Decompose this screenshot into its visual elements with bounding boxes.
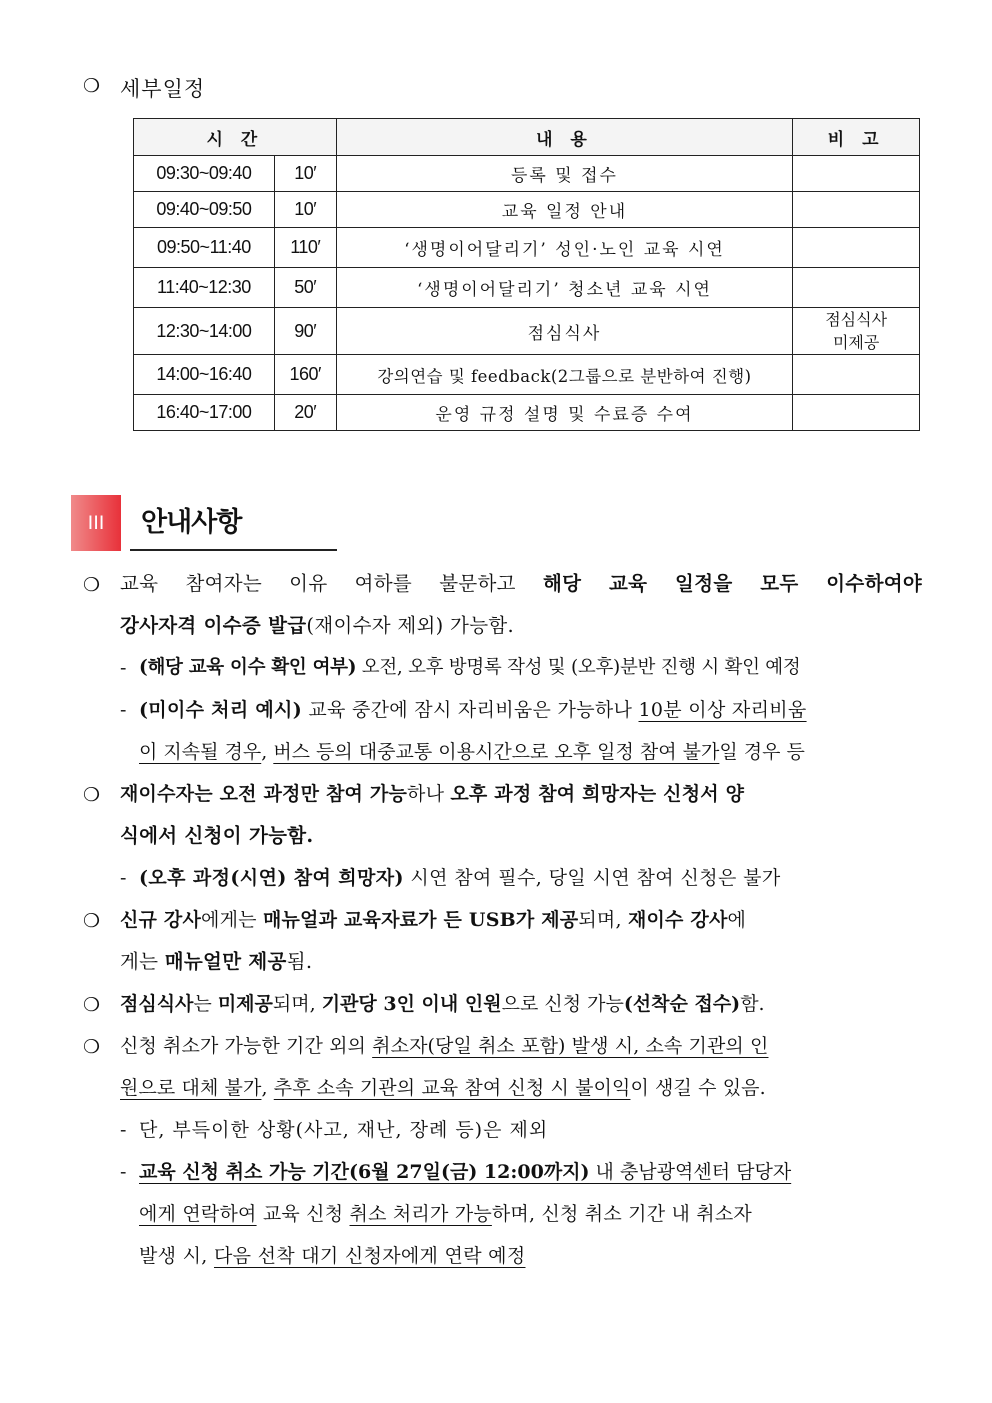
- note-5-line-2: [120, 1067, 766, 1109]
- table-row: [134, 355, 920, 395]
- bullet-icon: ❍: [83, 75, 101, 97]
- section-number-badge: III: [71, 495, 121, 551]
- underlined-text: 취소자(당일 취소 포함) 발생 시, 소속 기관의 인: [372, 1035, 769, 1057]
- text: 됨.: [286, 950, 313, 973]
- text: 하나: [407, 783, 451, 805]
- emphasis: 해당 교육 일정을 모두 이수하여야: [542, 572, 922, 595]
- emphasis: 매뉴얼과 교육자료가 든 USB가 제공: [262, 909, 579, 931]
- emphasis: 신규 강사: [120, 909, 202, 931]
- content-cell: ‘생명이어달리기’ 성인·노인 교육 시연: [336, 228, 793, 268]
- text: 으로 신청 가능: [501, 993, 624, 1015]
- table-row: [134, 308, 920, 355]
- dash-marker: -: [120, 867, 127, 889]
- bullet-icon: ❍: [83, 910, 101, 932]
- table-row: [134, 268, 920, 308]
- emphasis: 오후 과정 참여 희망자는 신청서 양: [450, 783, 745, 805]
- text: (재이수자 제외) 가능함.: [306, 614, 514, 637]
- time-cell: 09:30~09:40: [134, 156, 275, 192]
- schedule-table: [133, 118, 920, 431]
- emphasis: (해당 교육 이수 확인 여부): [139, 657, 357, 678]
- dash-marker: -: [120, 699, 127, 721]
- text: 교육 중간에 잠시 자리비움은 가능하나: [302, 699, 639, 721]
- table-header-row: [134, 119, 920, 156]
- underlined-text: 추후 소속 기관의 교육 참여 신청 시 불이익: [273, 1077, 631, 1099]
- text: 단, 부득이한 상황(사고, 재난, 장례 등)은 제외: [139, 1119, 549, 1141]
- emphasis: 기관당 3인 이내 인원: [321, 993, 502, 1015]
- underlined-text: 버스 등의 대중교통 이용시간으로 오후 일정 참여 불가: [273, 741, 720, 763]
- text: 교육 참여자는 이유 여하를 불문하고: [120, 572, 543, 595]
- note-2-line-1: [120, 773, 744, 815]
- emphasis: 강사자격 이수증 발급: [120, 614, 307, 637]
- underlined-emphasis: 교육 신청 취소 가능 기간(6월 27일(금) 12:00까지): [139, 1161, 590, 1183]
- note-cell: [793, 192, 920, 228]
- text: 함.: [740, 993, 765, 1015]
- note-5-sub-2-line-3: [139, 1235, 526, 1277]
- text: 오전, 오후 방명록 작성 및 (오후)분반 진행 시 확인 예정: [356, 657, 801, 678]
- duration-cell: 10′: [274, 156, 336, 192]
- underlined-text: 이 지속될 경우: [139, 741, 262, 763]
- text: 에게는: [201, 909, 263, 931]
- duration-cell: 160′: [274, 355, 336, 395]
- note-3-line-2: [120, 941, 312, 983]
- section-title: 안내사항: [141, 507, 242, 538]
- dash-marker: -: [120, 1119, 127, 1141]
- bullet-icon: ❍: [83, 574, 101, 596]
- content-cell: 운영 규정 설명 및 수료증 수여: [336, 395, 793, 431]
- note-cell: [793, 308, 920, 355]
- text: 되며,: [272, 993, 322, 1015]
- note-cell: [793, 395, 920, 431]
- text: ,: [261, 1077, 274, 1099]
- emphasis: 재이수 강사: [627, 909, 728, 931]
- emphasis: 식에서 신청이 가능함.: [120, 824, 314, 847]
- emphasis: 점심식사: [120, 993, 194, 1015]
- time-cell: 09:50~11:40: [134, 228, 275, 268]
- header-time: 시 간: [134, 119, 337, 156]
- emphasis: 미제공: [217, 993, 273, 1015]
- underlined-text: 내 충남광역센터 담당자: [589, 1161, 792, 1183]
- emphasis: (선착순 접수): [623, 993, 741, 1015]
- table-row: [134, 156, 920, 192]
- note-cell: [793, 268, 920, 308]
- note-5-sub-2-line-1: [139, 1151, 791, 1193]
- duration-cell: 20′: [274, 395, 336, 431]
- text: 하며, 신청 취소 기간 내 취소자: [491, 1203, 752, 1225]
- text: 는: [193, 993, 218, 1015]
- note-cell: [793, 228, 920, 268]
- note-1-sub-1: [139, 647, 800, 689]
- content-cell: 강의연습 및 feedback(2그룹으로 분반하여 진행): [336, 355, 793, 395]
- time-cell: 09:40~09:50: [134, 192, 275, 228]
- content-cell: ‘생명이어달리기’ 청소년 교육 시연: [336, 268, 793, 308]
- time-cell: 14:00~16:40: [134, 355, 275, 395]
- note-line: 미제공: [832, 333, 880, 352]
- note-5-sub-1: [139, 1109, 548, 1151]
- dash-marker: -: [120, 657, 127, 679]
- underlined-text: 10분 이상 자리비움: [638, 699, 807, 721]
- note-cell: [793, 355, 920, 395]
- duration-cell: 110′: [274, 228, 336, 268]
- duration-cell: 10′: [274, 192, 336, 228]
- note-5-line-1: [120, 1025, 768, 1067]
- note-2-sub-1: [139, 857, 781, 899]
- table-row: [134, 228, 920, 268]
- text: 게는: [120, 950, 165, 973]
- section-title-underline: [130, 549, 337, 551]
- header-content: 내 용: [336, 119, 793, 156]
- emphasis: 매뉴얼만 제공: [164, 950, 287, 973]
- text: 교육 신청: [256, 1203, 350, 1225]
- note-1-sub-2-line-1: [139, 689, 921, 731]
- emphasis: (오후 과정(시연) 참여 희망자): [139, 867, 404, 889]
- dash-marker: -: [120, 1161, 127, 1183]
- note-1-line-2: [120, 605, 514, 647]
- emphasis: 재이수자는 오전 과정만 참여 가능: [120, 783, 408, 805]
- underlined-text: 다음 선착 대기 신청자에게 연락 예정: [213, 1245, 526, 1267]
- text: 되며,: [578, 909, 628, 931]
- note-line: 점심식사: [825, 310, 888, 329]
- note-1-line-1: [120, 563, 922, 605]
- text: ,: [261, 741, 274, 763]
- underlined-text: 에게 연락하여: [139, 1203, 257, 1225]
- emphasis: (미이수 처리 예시): [139, 699, 302, 721]
- content-cell: 등록 및 접수: [336, 156, 793, 192]
- bullet-icon: ❍: [83, 1036, 101, 1058]
- header-note: 비 고: [793, 119, 920, 156]
- note-2-line-2: [120, 815, 314, 857]
- text: 신청 취소가 가능한 기간 외의: [120, 1035, 373, 1057]
- duration-cell: 90′: [274, 308, 336, 355]
- note-4-line-1: [120, 983, 765, 1025]
- note-cell: [793, 156, 920, 192]
- schedule-heading: 세부일정: [120, 77, 206, 101]
- text: 발생 시,: [139, 1245, 214, 1267]
- text: 에: [727, 909, 747, 931]
- text: 일 경우 등: [719, 741, 805, 763]
- text: 시연 참여 필수, 당일 시연 참여 신청은 불가: [403, 867, 781, 889]
- text: 이 생길 수 있음.: [630, 1077, 766, 1099]
- note-5-sub-2-line-2: [139, 1193, 752, 1235]
- note-3-line-1: [120, 899, 746, 941]
- time-cell: 16:40~17:00: [134, 395, 275, 431]
- underlined-text: 취소 처리가 가능: [349, 1203, 492, 1225]
- bullet-icon: ❍: [83, 994, 101, 1016]
- underlined-text: 원으로 대체 불가: [120, 1077, 262, 1099]
- note-1-sub-2-line-2: [139, 731, 805, 773]
- content-cell: 점심식사: [336, 308, 793, 355]
- table-row: [134, 395, 920, 431]
- bullet-icon: ❍: [83, 784, 101, 806]
- time-cell: 12:30~14:00: [134, 308, 275, 355]
- time-cell: 11:40~12:30: [134, 268, 275, 308]
- table-row: [134, 192, 920, 228]
- content-cell: 교육 일정 안내: [336, 192, 793, 228]
- duration-cell: 50′: [274, 268, 336, 308]
